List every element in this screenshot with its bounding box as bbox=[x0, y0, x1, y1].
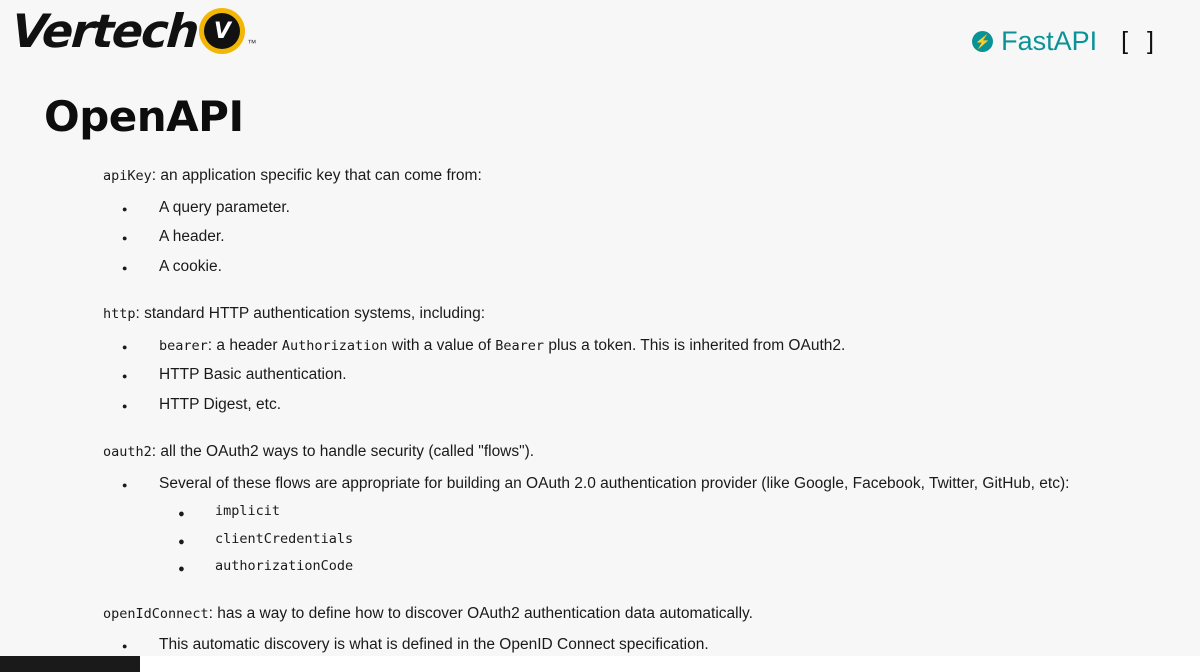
bottom-bar-accent bbox=[0, 656, 140, 672]
list-item bbox=[159, 498, 1200, 526]
list-item bbox=[0, 598, 1200, 660]
logo-circle-icon bbox=[199, 8, 245, 54]
list-item-text: ● A header. bbox=[159, 222, 1200, 252]
code-bearer: bearer bbox=[159, 337, 208, 354]
list-item bbox=[0, 436, 1200, 581]
bullet-list-level-2 bbox=[103, 331, 1200, 420]
vertech-logo bbox=[10, 4, 257, 58]
list-item-text: ● A query parameter. bbox=[159, 193, 1200, 223]
logo-letter: V bbox=[213, 18, 231, 44]
list-item bbox=[0, 160, 1200, 281]
list-item-text: ● Several of these flows are appropriate for building an OAuth 2.0 authentication provider (like Google, Facebook, Twitter, GitHub, etc): bbox=[159, 469, 1200, 499]
list-item bbox=[159, 526, 1200, 554]
list-item bbox=[103, 193, 1200, 223]
list-item bbox=[103, 252, 1200, 282]
bullet-list-level-2 bbox=[103, 469, 1200, 581]
code-apikey: apiKey bbox=[103, 168, 152, 184]
list-item bbox=[159, 553, 1200, 581]
list-item-label: : all the OAuth2 ways to handle security (called "flows"). bbox=[151, 443, 535, 460]
list-item-text bbox=[103, 160, 1200, 191]
text-part-1: : a header bbox=[207, 336, 282, 354]
list-item-text bbox=[103, 598, 1200, 629]
code-bearer-value: Bearer bbox=[495, 337, 545, 354]
code-authorization: Authorization bbox=[281, 337, 388, 354]
list-item-label: : an application specific key that can come from: bbox=[151, 167, 482, 184]
list-item bbox=[103, 390, 1200, 420]
page-title: OpenAPI bbox=[44, 92, 244, 141]
list-spacer bbox=[0, 581, 1200, 598]
fastapi-logo bbox=[972, 26, 1097, 57]
text-part-3: plus a token. This is inherited from OAuth2. bbox=[544, 336, 846, 354]
fastapi-label: FastAPI bbox=[1001, 26, 1098, 56]
code-http: http bbox=[103, 306, 136, 322]
list-item bbox=[103, 360, 1200, 390]
lightning-bolt-icon: ⚡ bbox=[972, 31, 993, 52]
list-item-text: ● HTTP Digest, etc. bbox=[159, 390, 1200, 420]
list-item bbox=[0, 298, 1200, 419]
code-oauth2: oauth2 bbox=[103, 444, 152, 460]
brackets-icon: [ ] bbox=[1121, 27, 1160, 55]
slide-content bbox=[0, 160, 1200, 660]
bottom-bar bbox=[0, 656, 1200, 672]
list-item bbox=[103, 331, 1200, 361]
list-item-text bbox=[159, 331, 1200, 361]
code-openidconnect: openIdConnect bbox=[103, 605, 209, 622]
slide-header bbox=[0, 0, 1200, 72]
logo-trademark: ™ bbox=[247, 38, 257, 48]
bullet-list-level-2 bbox=[103, 193, 1200, 282]
list-spacer bbox=[0, 281, 1200, 298]
list-item-text: ● HTTP Basic authentication. bbox=[159, 360, 1200, 390]
list-item-label: : standard HTTP authentication systems, including: bbox=[135, 305, 486, 322]
bullet-list-level-1 bbox=[0, 160, 1200, 660]
list-item-text: ● A cookie. bbox=[159, 252, 1200, 282]
list-item-label: : has a way to define how to discover OAuth2 authentication data automatically. bbox=[208, 604, 753, 622]
list-item-text bbox=[103, 298, 1200, 329]
list-item-text bbox=[103, 436, 1200, 467]
text-part-2: with a value of bbox=[387, 336, 496, 354]
code-implicit: ● implicit bbox=[215, 498, 1200, 526]
list-item-text: ● This automatic discovery is what is defined in the OpenID Connect specification. bbox=[159, 630, 1200, 660]
code-clientcredentials: ● clientCredentials bbox=[215, 526, 1200, 554]
logo-wordmark: Vertech bbox=[10, 4, 200, 58]
header-right bbox=[972, 26, 1160, 57]
list-spacer bbox=[0, 419, 1200, 436]
bullet-list-level-3 bbox=[159, 498, 1200, 581]
code-authorizationcode: ● authorizationCode bbox=[215, 553, 1200, 581]
list-item bbox=[103, 469, 1200, 581]
list-item bbox=[103, 222, 1200, 252]
